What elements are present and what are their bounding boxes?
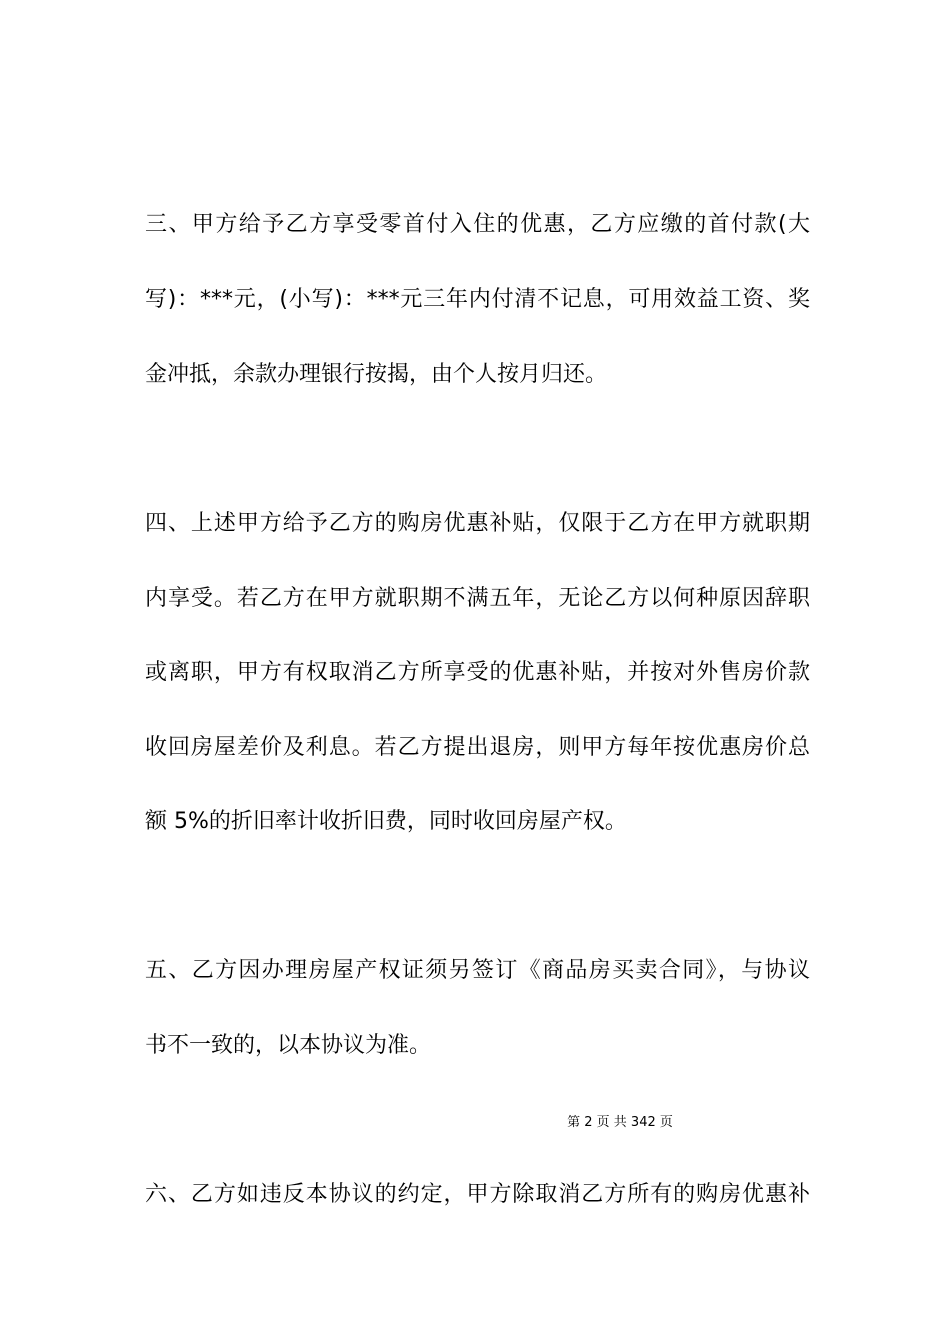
paragraph-3-line-3: 金冲抵，余款办理银行按揭，由个人按月归还。 (145, 362, 608, 387)
paragraph-4-line-4: 收回房屋差价及利息。若乙方提出退房，则甲方每年按优惠房价总 (145, 735, 810, 760)
paragraph-6-line-1: 六、乙方如违反本协议的约定，甲方除取消乙方所有的购房优惠补 (145, 1182, 810, 1207)
paragraph-5-line-1: 五、乙方因办理房屋产权证须另签订《商品房买卖合同》，与协议 (145, 958, 810, 983)
paragraph-4-line-3: 或离职，甲方有权取消乙方所享受的优惠补贴，并按对外售房价款 (145, 660, 810, 685)
paragraph-4-line-1: 四、上述甲方给予乙方的购房优惠补贴，仅限于乙方在甲方就职期 (145, 511, 810, 536)
paragraph-3-line-2: 写)：***元，(小写)：***元三年内付清不记息，可用效益工资、奖 (145, 287, 810, 312)
paragraph-5-line-2: 书不一致的，以本协议为准。 (145, 1033, 432, 1058)
paragraph-4-line-5: 额 5%的折旧率计收折旧费，同时收回房屋产权。 (145, 809, 627, 834)
page-number-footer: 第 2 页 共 342 页 (567, 1115, 673, 1130)
paragraph-4-line-2: 内享受。若乙方在甲方就职期不满五年，无论乙方以何种原因辞职 (145, 586, 810, 611)
paragraph-3-line-1: 三、甲方给予乙方享受零首付入住的优惠，乙方应缴的首付款(大 (145, 212, 810, 237)
